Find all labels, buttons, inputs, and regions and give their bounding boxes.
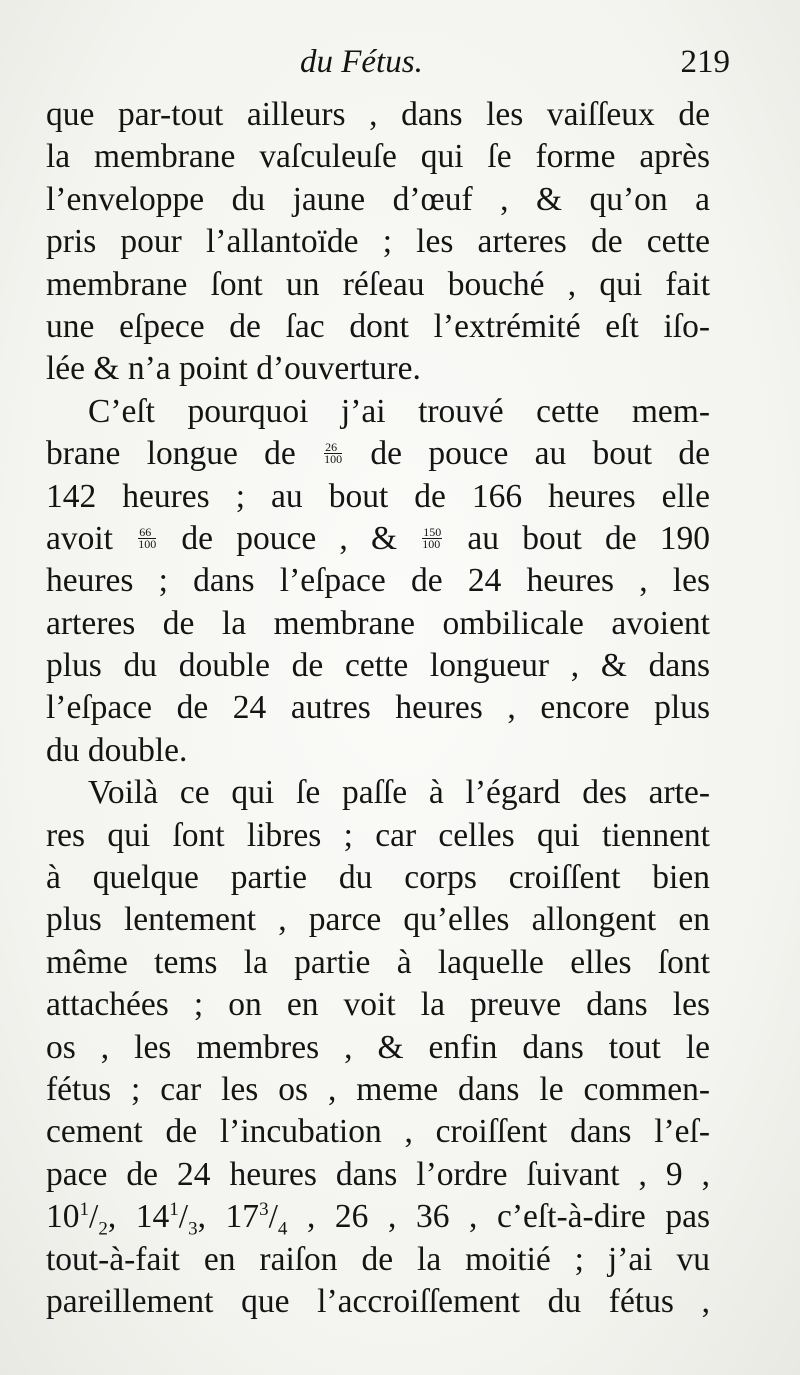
text-line: du double. (46, 731, 188, 769)
text-line: 142 heures ; au bout de 166 heures elle (46, 477, 710, 515)
page-number: 219 (680, 44, 730, 80)
fraction-numerator: 66 (138, 527, 156, 539)
page-header (40, 44, 730, 92)
text-fragment: brane longue de (46, 435, 296, 473)
text-line-with-fraction (46, 518, 710, 560)
text-line: tout-à-fait en raiſon de la moitié ; j’ai vu (46, 1240, 710, 1278)
integer-part: , 17 (197, 1198, 260, 1236)
text-line: fétus ; car les os , meme dans le commen- (46, 1070, 710, 1108)
text-line: res qui ſont libres ; car celles qui tiennent (46, 816, 710, 854)
text-line-with-fraction (46, 433, 710, 475)
fraction-denominator: 2 (98, 1218, 108, 1240)
text-line: pareillement que l’accroiſſement du fétus , (46, 1282, 710, 1320)
text-line-with-fractions (46, 1196, 710, 1238)
fraction-numerator: 3 (259, 1199, 269, 1220)
mixed-number: , $17^3/_4$ (197, 1198, 288, 1240)
text-line: attachées ; on en voit la preuve dans les (46, 986, 710, 1024)
text-line: membrane ſont un réſeau bouché , qui fait (46, 265, 710, 303)
text-line: arteres de la membrane ombilicale avoient (46, 604, 710, 642)
text-line: que par-tout ailleurs , dans les vaiſſeux de (46, 96, 710, 133)
text-line: même tems la partie à laquelle elles ſont (46, 943, 710, 981)
text-line: la membrane vaſculeuſe qui ſe forme après (46, 138, 710, 176)
text-fragment: de pouce au bout de (370, 435, 711, 473)
text-line: heures ; dans l’eſpace de 24 heures , les (46, 562, 710, 600)
text-line: l’eſpace de 24 autres heures , encore plus (46, 689, 710, 727)
text-line: plus lentement , parce qu’elles allongent en (46, 901, 710, 939)
text-fragment: au bout de 190 (467, 519, 711, 557)
text-line: os , les membres , & enfin dans tout le (46, 1028, 710, 1066)
integer-part: 10 (46, 1198, 80, 1236)
text-line: lée & n’a point d’ouverture. (46, 350, 421, 388)
integer-part: , 14 (107, 1198, 170, 1236)
body-text (46, 94, 710, 1323)
fraction (138, 524, 157, 551)
fraction-numerator: 26 (324, 442, 342, 454)
fraction-denominator: 3 (188, 1218, 198, 1240)
paragraph-start-line: C’eſt pourquoi j’ai trouvé cette mem- (88, 392, 710, 430)
text-line: une eſpece de ſac dont l’extrémité eſt iſo- (46, 307, 710, 345)
fraction-denominator: 100 (138, 536, 157, 551)
text-fragment: avoit (46, 519, 113, 557)
text-line: l’enveloppe du jaune d’œuf , & qu’on a (46, 180, 710, 218)
mixed-number: , $14^1/_3$ (107, 1198, 198, 1240)
mixed-number: $10^1/_2$ (46, 1198, 108, 1240)
running-title: du Fétus. (300, 44, 423, 80)
text-line: pace de 24 heures dans l’ordre ſuivant , 9 , (46, 1155, 710, 1193)
text-line: cement de l’incubation , croiſſent dans l’eſ- (46, 1113, 710, 1151)
text-line: à quelque partie du corps croiſſent bien (46, 859, 710, 897)
fraction-numerator: 1 (169, 1199, 179, 1220)
fraction-denominator: 100 (324, 451, 343, 466)
text-line: plus du double de cette longueur , & dans (46, 647, 710, 685)
fraction (422, 524, 442, 551)
paragraph-start-line: Voilà ce qui ſe paſſe à l’égard des arte- (88, 774, 710, 812)
text-fragment: , 26 , 36 , c’eſt-à-dire pas (306, 1198, 711, 1236)
fraction (324, 439, 343, 466)
fraction-numerator: 150 (423, 524, 442, 539)
text-line: pris pour l’allantoïde ; les arteres de cette (46, 223, 710, 261)
fraction-denominator: 4 (277, 1218, 288, 1240)
fraction-denominator: 100 (422, 536, 441, 551)
text-fragment: de pouce , & (181, 519, 398, 557)
fraction-numerator: 1 (79, 1199, 89, 1220)
